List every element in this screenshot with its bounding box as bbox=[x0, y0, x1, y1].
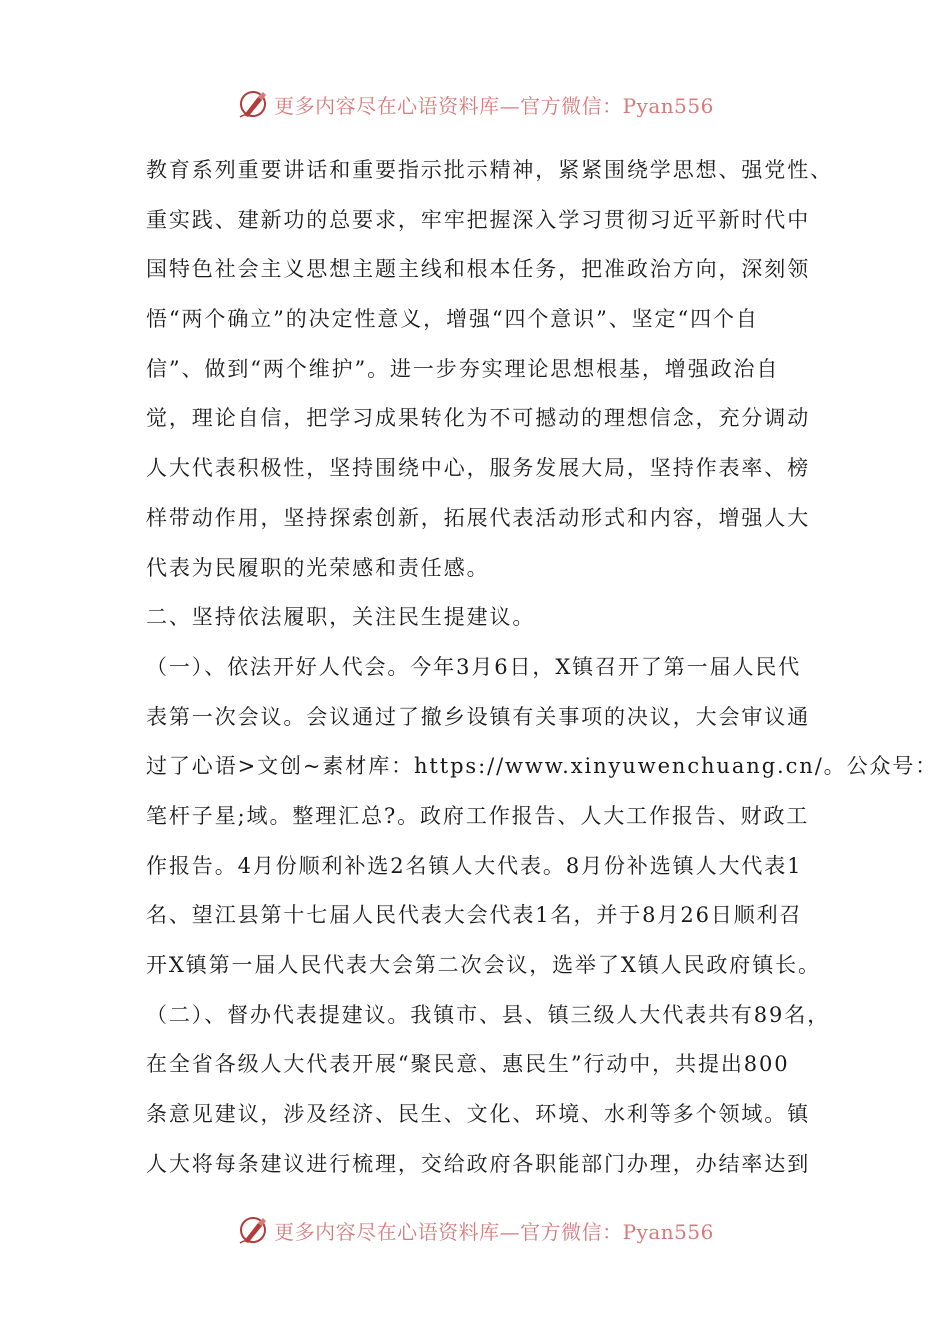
text-line: 笔杆子星;域。整理汇总?。政府工作报告、人大工作报告、财政工 bbox=[146, 803, 810, 828]
text-line: 教育系列重要讲话和重要指示批示精神，紧紧围绕学思想、强党性、 bbox=[146, 158, 833, 182]
text-line: 国特色社会主义思想主题主线和根本任务，把准政治方向，深刻领 bbox=[146, 257, 811, 282]
text-line: 开X镇第一届人民代表大会第二次会议，选举了X镇人民政府镇长。 bbox=[146, 953, 821, 977]
text-line: （二）、督办代表提建议。我镇市、县、镇三级人大代表共有89名， bbox=[146, 1002, 831, 1027]
footer-watermark bbox=[0, 1210, 950, 1250]
text-line: 条意见建议，涉及经济、民生、文化、环境、水利等多个领域。镇 bbox=[146, 1102, 811, 1127]
text-line: 表第一次会议。会议通过了撤乡设镇有关事项的决议，大会审议通 bbox=[146, 704, 811, 729]
pen-logo-icon bbox=[236, 87, 270, 121]
watermark-text: 更多内容尽在心语资料库—官方微信：Pyan556 bbox=[274, 1219, 714, 1244]
text-line: 样带动作用，坚持探索创新，拓展代表活动形式和内容，增强人大 bbox=[146, 505, 811, 530]
header-watermark bbox=[0, 84, 950, 124]
document-body bbox=[146, 146, 939, 1189]
text-line: 代表为民履职的光荣感和责任感。 bbox=[146, 555, 490, 580]
text-line: 作报告。4月份顺利补选2名镇人大代表。8月份补选镇人大代表1 bbox=[146, 853, 803, 878]
text-line: 信”、做到“两个维护”。进一步夯实理论思想根基，增强政治自 bbox=[146, 356, 780, 381]
text-line: 人大代表积极性，坚持围绕中心，服务发展大局，坚持作表率、榜 bbox=[146, 456, 811, 481]
text-line: 觉，理论自信，把学习成果转化为不可撼动的理想信念，充分调动 bbox=[146, 406, 811, 431]
section-heading: 二、坚持依法履职，关注民生提建议。 bbox=[146, 605, 536, 630]
text-line: 重实践、建新功的总要求，牢牢把握深入学习贯彻习近平新时代中 bbox=[146, 207, 811, 232]
watermark-text: 更多内容尽在心语资料库—官方微信：Pyan556 bbox=[274, 93, 714, 118]
text-line: 人大将每条建议进行梳理，交给政府各职能部门办理，办结率达到 bbox=[146, 1151, 811, 1176]
text-line: 在全省各级人大代表开展“聚民意、惠民生”行动中，共提出800 bbox=[146, 1052, 790, 1077]
pen-logo-icon bbox=[236, 1213, 270, 1247]
text-line: 名、望江县第十七届人民代表大会代表1名，并于8月26日顺利召 bbox=[146, 903, 803, 928]
text-line: 悟“两个确立”的决定性意义，增强“四个意识”、坚定“四个自 bbox=[146, 307, 759, 332]
text-line: 过了心语>文创~素材库：https://www.xinyuwenchuang.cn/。公众号： bbox=[146, 754, 939, 779]
text-line: （一）、依法开好人代会。今年3月6日，X镇召开了第一届人民代 bbox=[146, 654, 802, 679]
